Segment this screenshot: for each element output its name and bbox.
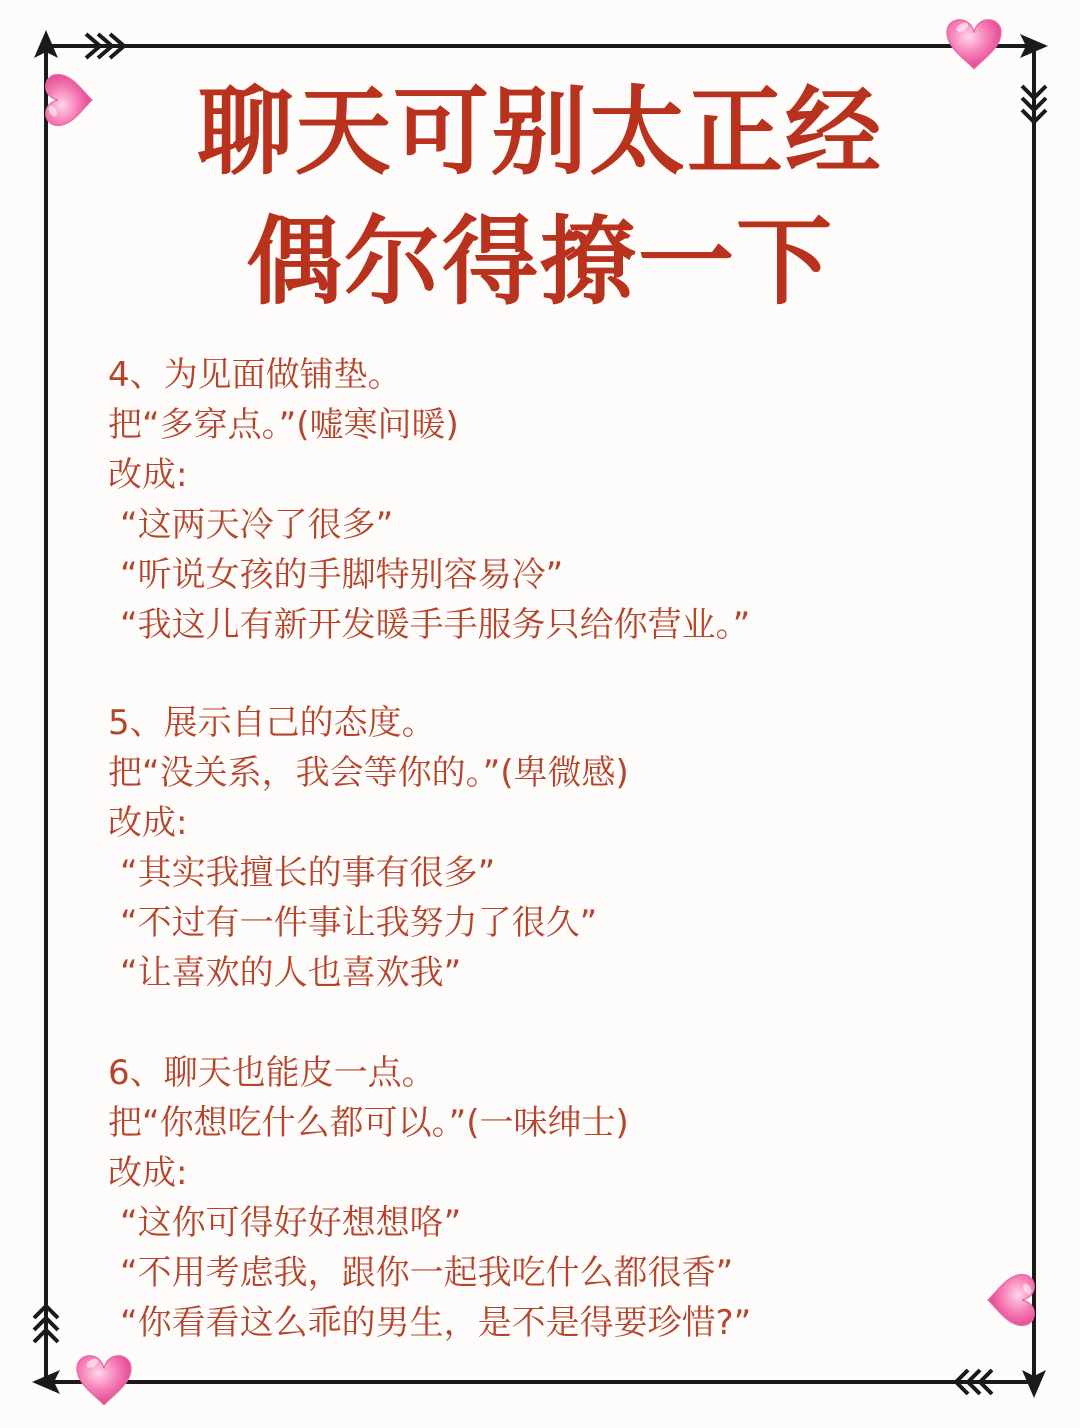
- quote-line: “你看看这么乖的男生，是不是得要珍惜?”: [120, 1303, 752, 1343]
- heart-icon: [988, 1275, 1034, 1326]
- quote-line: “这两天冷了很多”: [120, 505, 394, 545]
- quote-line: “不用考虑我，跟你一起我吃什么都很香”: [120, 1253, 734, 1293]
- quote-line: “让喜欢的人也喜欢我”: [120, 953, 462, 993]
- page-title-line-2: 偶尔得撩一下: [246, 206, 834, 318]
- quote-line: “我这儿有新开发暖手手服务只给你营业。”: [120, 605, 751, 645]
- original-phrase: 把“没关系，我会等你的。”(卑微感): [108, 753, 629, 793]
- tip-section-4: [108, 350, 988, 650]
- change-label: 改成:: [108, 1153, 188, 1193]
- change-label: 改成:: [108, 455, 188, 495]
- tip-section-6: [108, 1048, 988, 1348]
- quote-line: “不过有一件事让我努力了很久”: [120, 903, 598, 943]
- heart-icon: [947, 20, 1001, 69]
- quote-line: “听说女孩的手脚特别容易冷”: [120, 555, 564, 595]
- quote-line: “其实我擅长的事有很多”: [120, 853, 496, 893]
- page-title-line-1: 聊天可别太正经: [197, 76, 883, 188]
- section-heading: 4、为见面做铺垫。: [108, 355, 402, 395]
- original-phrase: 把“多穿点。”(嘘寒问暖): [108, 405, 459, 445]
- section-heading: 6、聊天也能皮一点。: [108, 1053, 436, 1093]
- original-phrase: 把“你想吃什么都可以。”(一味绅士): [108, 1103, 629, 1143]
- section-heading: 5、展示自己的态度。: [108, 703, 436, 743]
- heart-icon: [77, 1356, 131, 1405]
- tip-section-5: [108, 698, 988, 998]
- change-label: 改成:: [108, 803, 188, 843]
- tips-content: [108, 350, 988, 1348]
- quote-line: “这你可得好好想想咯”: [120, 1203, 462, 1243]
